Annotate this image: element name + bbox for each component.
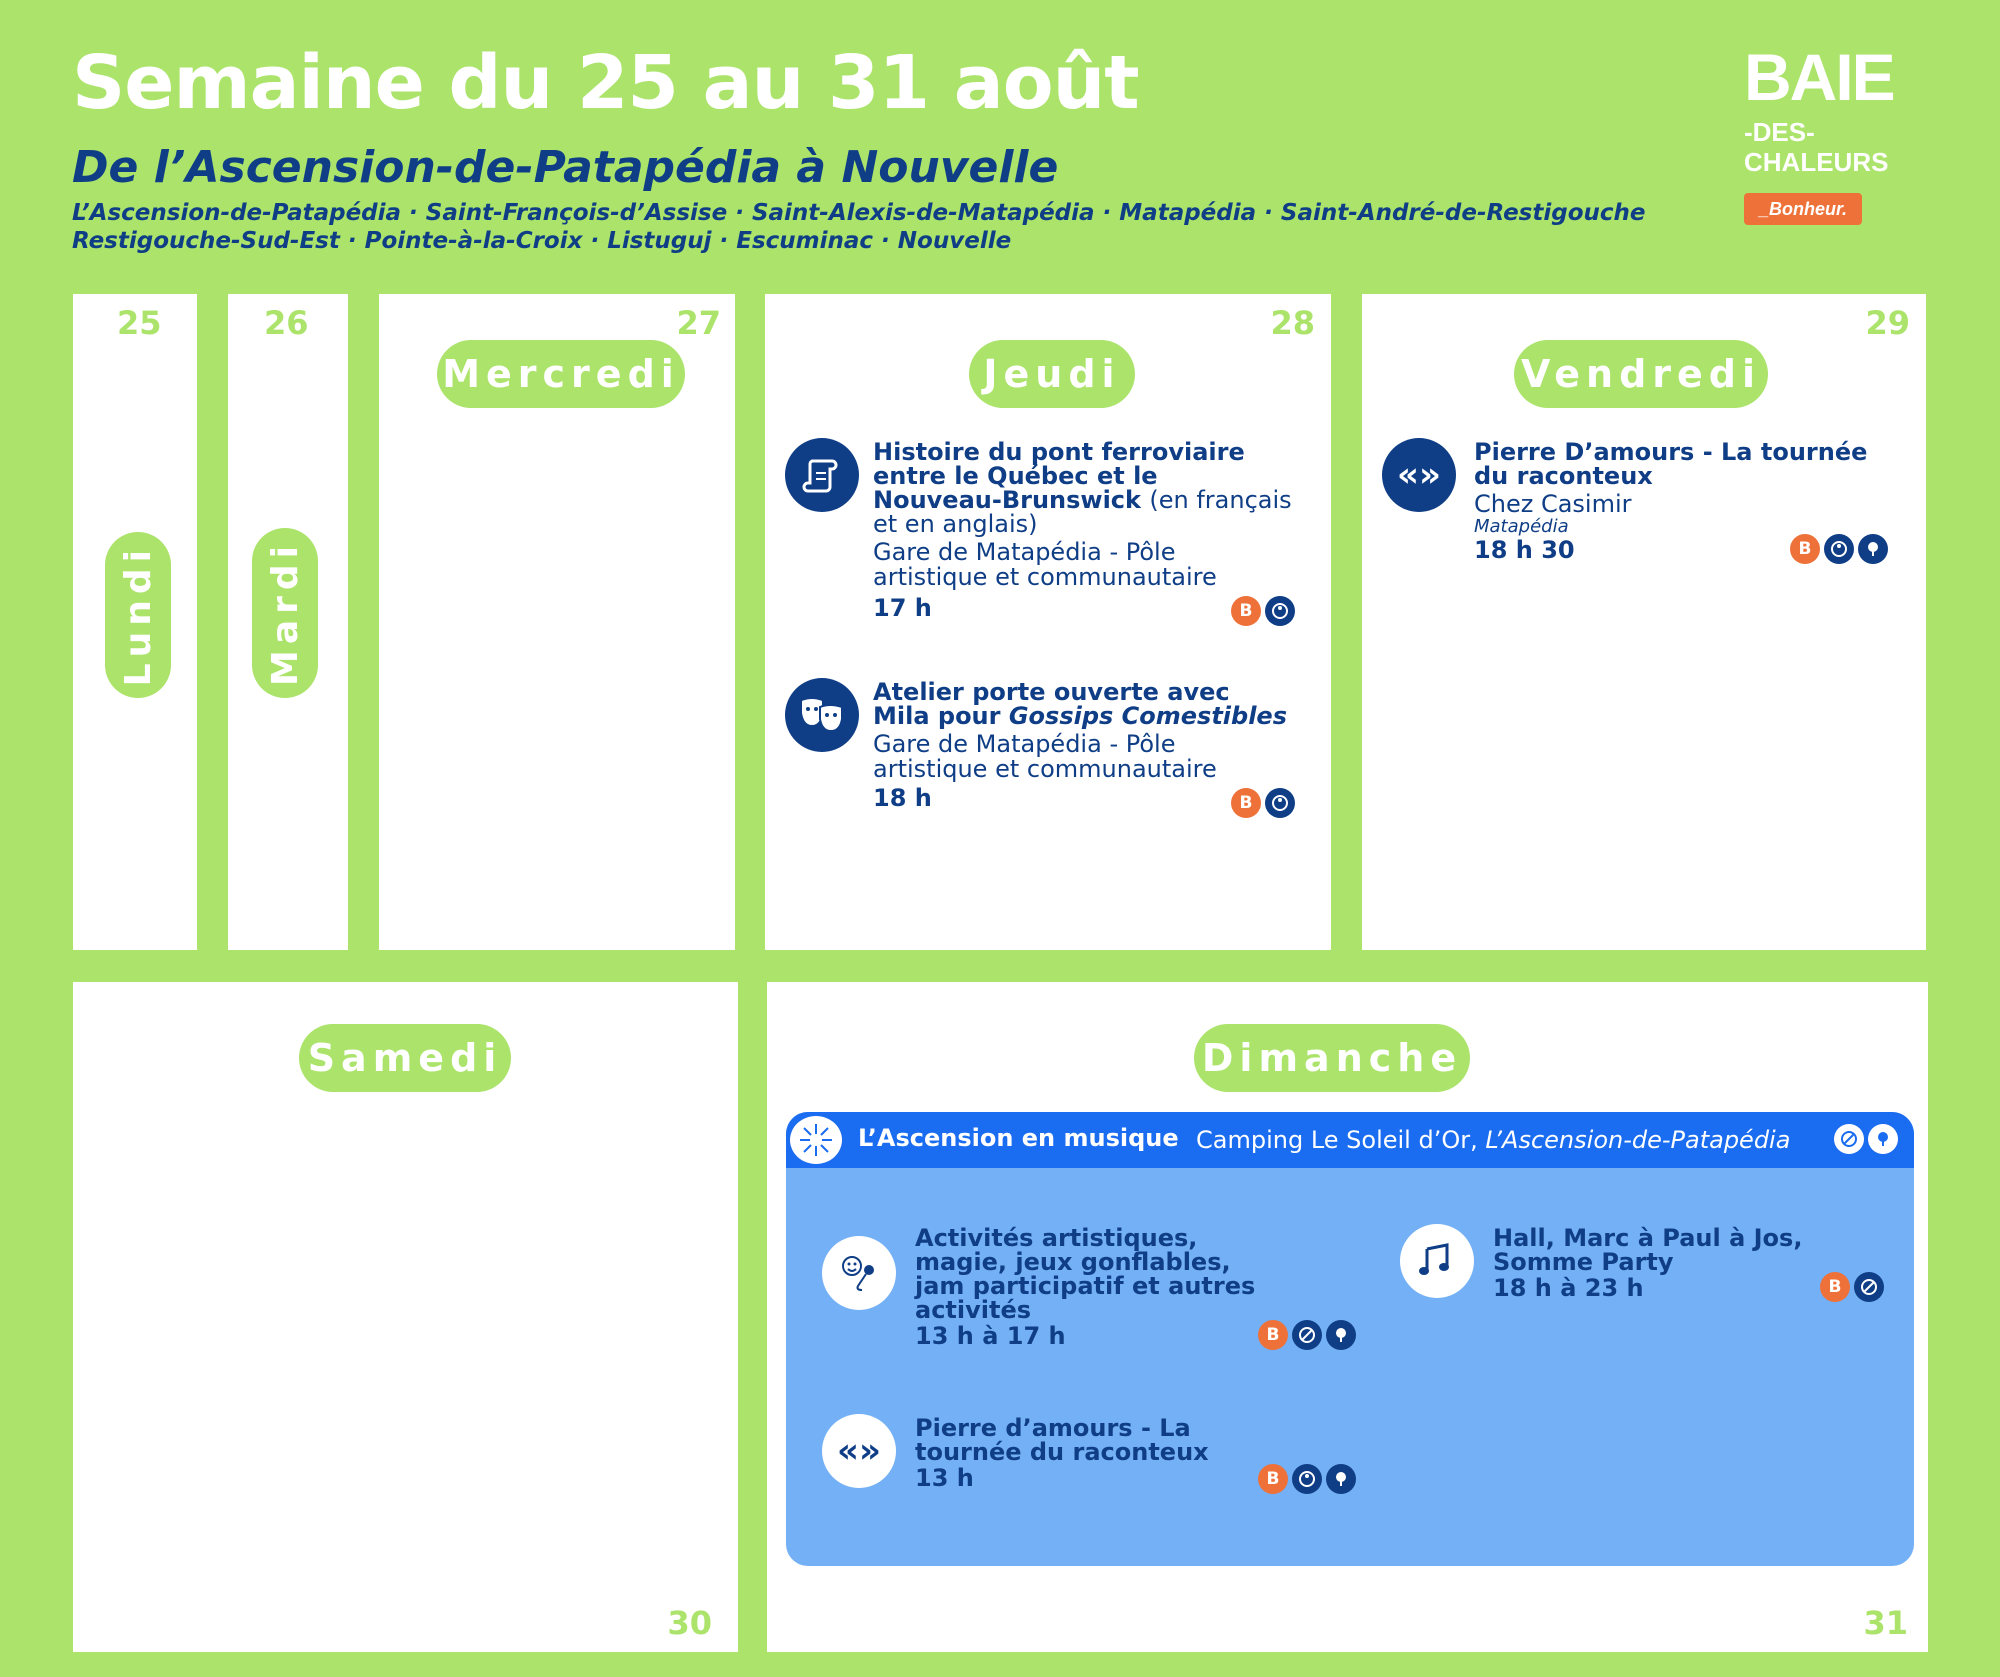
free-badge-icon [1854,1272,1884,1302]
day-number: 29 [1865,304,1910,342]
event-title: Activités artistiques, magie, jeux gonflables, jam participatif et autres activités [915,1224,1256,1324]
outdoor-badge-icon [1868,1124,1898,1154]
event-venue: Gare de Matapédia - Pôle artistique et communautaire [873,538,1217,591]
event-badges [1820,1272,1884,1302]
bonheur-badge-icon: B [1258,1464,1288,1494]
music-notes-icon [1400,1224,1474,1298]
event-time: 18 h à 23 h [1493,1274,1644,1302]
festival-title: L’Ascension en musique [858,1124,1179,1152]
day-number: 30 [667,1604,712,1642]
event-city: Matapédia [1474,516,1569,537]
event-venue: Gare de Matapédia - Pôle artistique et communautaire [873,730,1217,783]
event-title: Pierre D’amours - La tournée du raconteux [1474,438,1868,490]
logo-word-chaleurs: CHALEURS [1744,147,1889,177]
event-venue: Chez Casimir [1474,490,1632,518]
day-panel-mercredi [379,294,735,950]
accessibility-badge-icon [1265,596,1295,626]
day-label-jeudi: Jeudi [969,340,1135,408]
event-time: 18 h [873,784,932,812]
outdoor-badge-icon [1858,534,1888,564]
bonheur-badge-icon: B [1231,596,1261,626]
outdoor-badge-icon [1326,1464,1356,1494]
event-badges [1231,596,1295,626]
outdoor-badge-icon [1326,1320,1356,1350]
day-number: 31 [1863,1604,1908,1642]
day-label-lundi: Lundi [105,532,171,698]
festival-badges [1834,1124,1898,1154]
day-panel-jeudi [765,294,1331,950]
event-title: Histoire du pont ferroviaire entre le Québec et le Nouveau-Brunswick (en français et en anglais) [873,438,1292,538]
day-number: 25 [117,304,162,342]
day-panel-lundi [73,294,197,950]
page-title: Semaine du 25 au 31 août [72,40,1139,126]
event-badges [1258,1320,1356,1350]
day-label-dimanche: Dimanche [1194,1024,1470,1092]
event-time: 13 h à 17 h [915,1322,1066,1350]
places-list-line1: L’Ascension-de-Patapédia · Saint-François-d’Assise · Saint-Alexis-de-Matapédia · Matapédia · Saint-André-de-Restigouche [72,200,1646,226]
free-badge-icon [1292,1320,1322,1350]
theater-masks-icon [785,678,859,752]
scroll-icon [785,438,859,512]
event-title: Hall, Marc à Paul à Jos, Somme Party [1493,1224,1803,1276]
day-label-mercredi: Mercredi [437,340,685,408]
places-list-line2: Restigouche-Sud-Est · Pointe-à-la-Croix · Listuguj · Escuminac · Nouvelle [72,228,1012,254]
day-label-mardi: Mardi [252,528,318,698]
day-number: 28 [1270,304,1315,342]
bonheur-badge-icon: B [1258,1320,1288,1350]
accessibility-badge-icon [1292,1464,1322,1494]
day-label-samedi: Samedi [299,1024,511,1092]
event-time: 18 h 30 [1474,536,1575,564]
day-panel-mardi [228,294,348,950]
event-badges [1790,534,1888,564]
event-title: Atelier porte ouverte avec Mila pour Gossips Comestibles [873,678,1287,730]
day-panel-vendredi [1362,294,1926,950]
event-badges [1231,788,1295,818]
festival-venue: Camping Le Soleil d’Or, L’Ascension-de-Patapédia [1196,1126,1791,1154]
microphone-icon [822,1236,896,1310]
day-panel-samedi [73,982,738,1652]
logo-word-baie: BAIE [1744,40,1894,114]
accessibility-badge-icon [1824,534,1854,564]
day-number: 27 [676,304,721,342]
day-label-vendredi: Vendredi [1514,340,1768,408]
logo-tag-bonheur: _Bonheur. [1744,193,1862,225]
storytelling-quotes-icon: «» [822,1414,896,1488]
page-subtitle: De l’Ascension-de-Patapédia à Nouvelle [72,142,1059,193]
storytelling-quotes-icon: «» [1382,438,1456,512]
event-time: 17 h [873,594,932,622]
bonheur-badge-icon: B [1790,534,1820,564]
free-badge-icon [1834,1124,1864,1154]
brand-logo [1744,40,1914,234]
event-time: 13 h [915,1464,974,1492]
bonheur-badge-icon: B [1231,788,1261,818]
event-title: Pierre d’amours - La tournée du raconteux [915,1414,1209,1466]
event-badges [1258,1464,1356,1494]
fireworks-icon [790,1116,842,1164]
logo-word-des: -DES- [1744,117,1815,147]
day-number: 26 [264,304,309,342]
bonheur-badge-icon: B [1820,1272,1850,1302]
accessibility-badge-icon [1265,788,1295,818]
